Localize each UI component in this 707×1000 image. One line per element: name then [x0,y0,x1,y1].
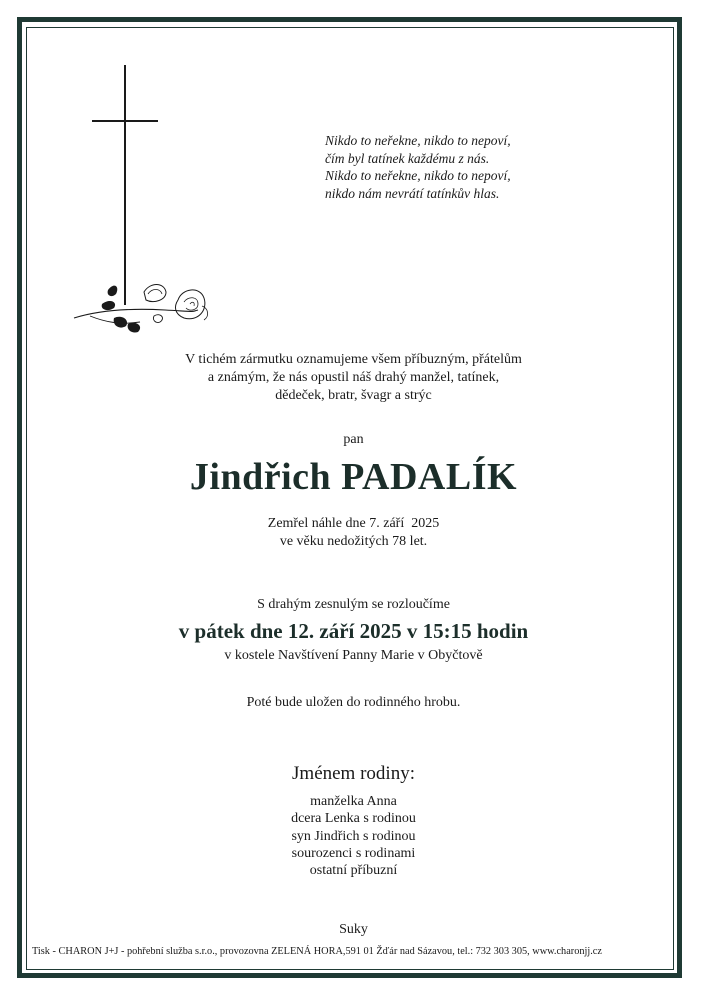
family-members [0,793,707,879]
family-member: syn Jindřich s rodinou [291,828,416,844]
farewell-intro: S drahým zesnulým se rozloučíme [257,597,450,612]
funeral-location: v kostele Navštívení Panny Marie v Obyčtově [224,648,483,663]
family-member: ostatní příbuzní [309,863,398,879]
death-age: ve věku nedožitých 78 let. [279,534,428,549]
family-heading: Jménem rodiny: [292,763,415,784]
family-member: dcera Lenka s rodinou [291,811,416,827]
announcement-line: a známým, že nás opustil náš drahý manžel, tatínek, [207,370,500,385]
family-member: sourozenci s rodinami [291,845,416,861]
memorial-poem [325,132,511,202]
death-info [0,515,707,551]
family-member: manželka Anna [310,794,397,809]
poem-line: Nikdo to neřekne, nikdo to nepoví, [325,168,511,183]
village-name: Suky [339,922,368,937]
announcement [0,351,707,405]
salutation: pan [343,432,364,447]
burial-note: Poté bude uložen do rodinného hrobu. [246,695,461,710]
announcement-line: dědeček, bratr, švagr a strýc [275,388,432,403]
funeral-date: v pátek dne 12. září 2025 v 15:15 hodin [178,619,529,643]
cross-with-rose-icon [70,60,220,340]
poem-line: Nikdo to neřekne, nikdo to nepoví, [325,133,511,148]
announcement-line: V tichém zármutku oznamujeme všem příbuzným, přátelům [185,352,522,367]
poem-line: čím byl tatínek každému z nás. [325,150,490,166]
printer-credit: Tisk - CHARON J+J - pohřební služba s.r.o., provozovna ZELENÁ HORA,591 01 Žďár nad Sázavou, tel.: 732 303 305, www.charonjj.cz [32,946,602,957]
death-date: Zemřel náhle dne 7. září 2025 [267,516,440,531]
deceased-name: Jindřich PADALÍK [189,456,518,498]
poem-line: nikdo nám nevrátí tatínkův hlas. [325,185,500,201]
